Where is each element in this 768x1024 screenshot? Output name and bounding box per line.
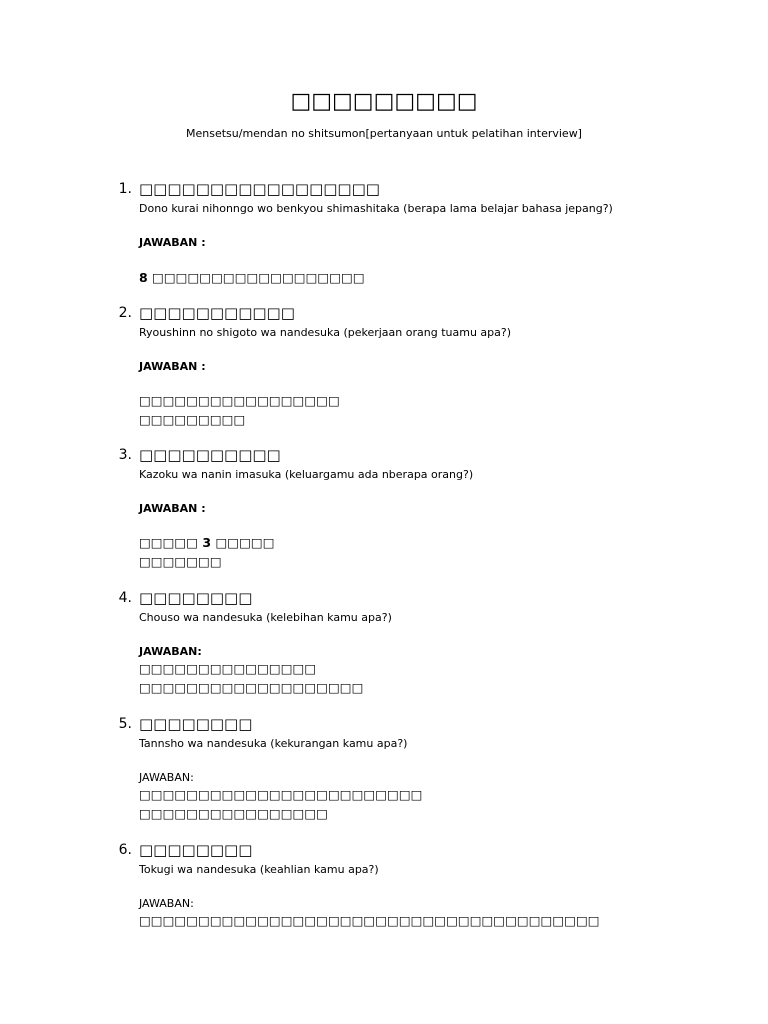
answer-label: JAWABAN: [139, 771, 194, 784]
question-japanese: □□□□□□□□ [139, 589, 253, 607]
question-japanese: □□□□□□□□ [139, 715, 253, 733]
document-title: □□□□□□□□□ [290, 89, 478, 114]
answer-label: JAWABAN : [139, 236, 206, 249]
answer-line: 8 □□□□□□□□□□□□□□□□□□ [139, 270, 365, 285]
question-japanese: □□□□□□□□ [139, 841, 253, 859]
question-number: 6. [118, 842, 132, 858]
answer-line: □□□□□□□□□ [139, 412, 246, 427]
question-japanese: □□□□□□□□□□□ [139, 304, 295, 322]
question-number: 1. [118, 181, 132, 197]
question-item [108, 442, 728, 571]
question-item [108, 585, 728, 697]
question-japanese: □□□□□□□□□□ [139, 446, 281, 464]
answer-line: □□□□□□□□□□□□□□□□□□□ [139, 680, 364, 695]
answer-line: □□□□□□□□□□□□□□□□□□□□□□□□ [139, 787, 423, 802]
question-item [108, 711, 728, 823]
question-item [108, 300, 728, 429]
answer-line: □□□□□□□□□□□□□□□ [139, 661, 317, 676]
answer-line: □□□□□□□□□□□□□□□□□□□□□□□□□□□□□□□□□□□□□□□ [139, 913, 600, 928]
question-japanese: □□□□□□□□□□□□□□□□□ [139, 180, 380, 198]
question-number: 3. [118, 447, 132, 463]
answer-line: □□□□□□□□□□□□□□□□ [139, 806, 328, 821]
question-romaji: Chouso wa nandesuka (kelebihan kamu apa?) [139, 611, 392, 624]
question-item [108, 837, 728, 930]
answer-label: JAWABAN : [139, 502, 206, 515]
question-number: 4. [118, 590, 132, 606]
question-number: 2. [118, 305, 132, 321]
answer-line: □□□□□ 3 □□□□□ [139, 535, 275, 550]
answer-line: □□□□□□□□□□□□□□□□□ [139, 393, 340, 408]
question-romaji: Ryoushinn no shigoto wa nandesuka (pekerjaan orang tuamu apa?) [139, 326, 512, 339]
question-romaji: Kazoku wa nanin imasuka (keluargamu ada nberapa orang?) [139, 468, 474, 481]
question-romaji: Tokugi wa nandesuka (keahlian kamu apa?) [139, 863, 379, 876]
document-subtitle: Mensetsu/mendan no shitsumon[pertanyaan untuk pelatihan interview] [186, 127, 582, 140]
answer-label: JAWABAN: [139, 645, 202, 658]
answer-label: JAWABAN : [139, 360, 206, 373]
question-item [108, 176, 728, 287]
question-list [108, 176, 728, 930]
question-number: 5. [118, 716, 132, 732]
answer-line: □□□□□□□ [139, 554, 222, 569]
question-romaji: Tannsho wa nandesuka (kekurangan kamu apa?) [139, 737, 408, 750]
question-romaji: Dono kurai nihonngo wo benkyou shimashitaka (berapa lama belajar bahasa jepang?) [139, 202, 613, 215]
answer-label: JAWABAN: [139, 897, 194, 910]
